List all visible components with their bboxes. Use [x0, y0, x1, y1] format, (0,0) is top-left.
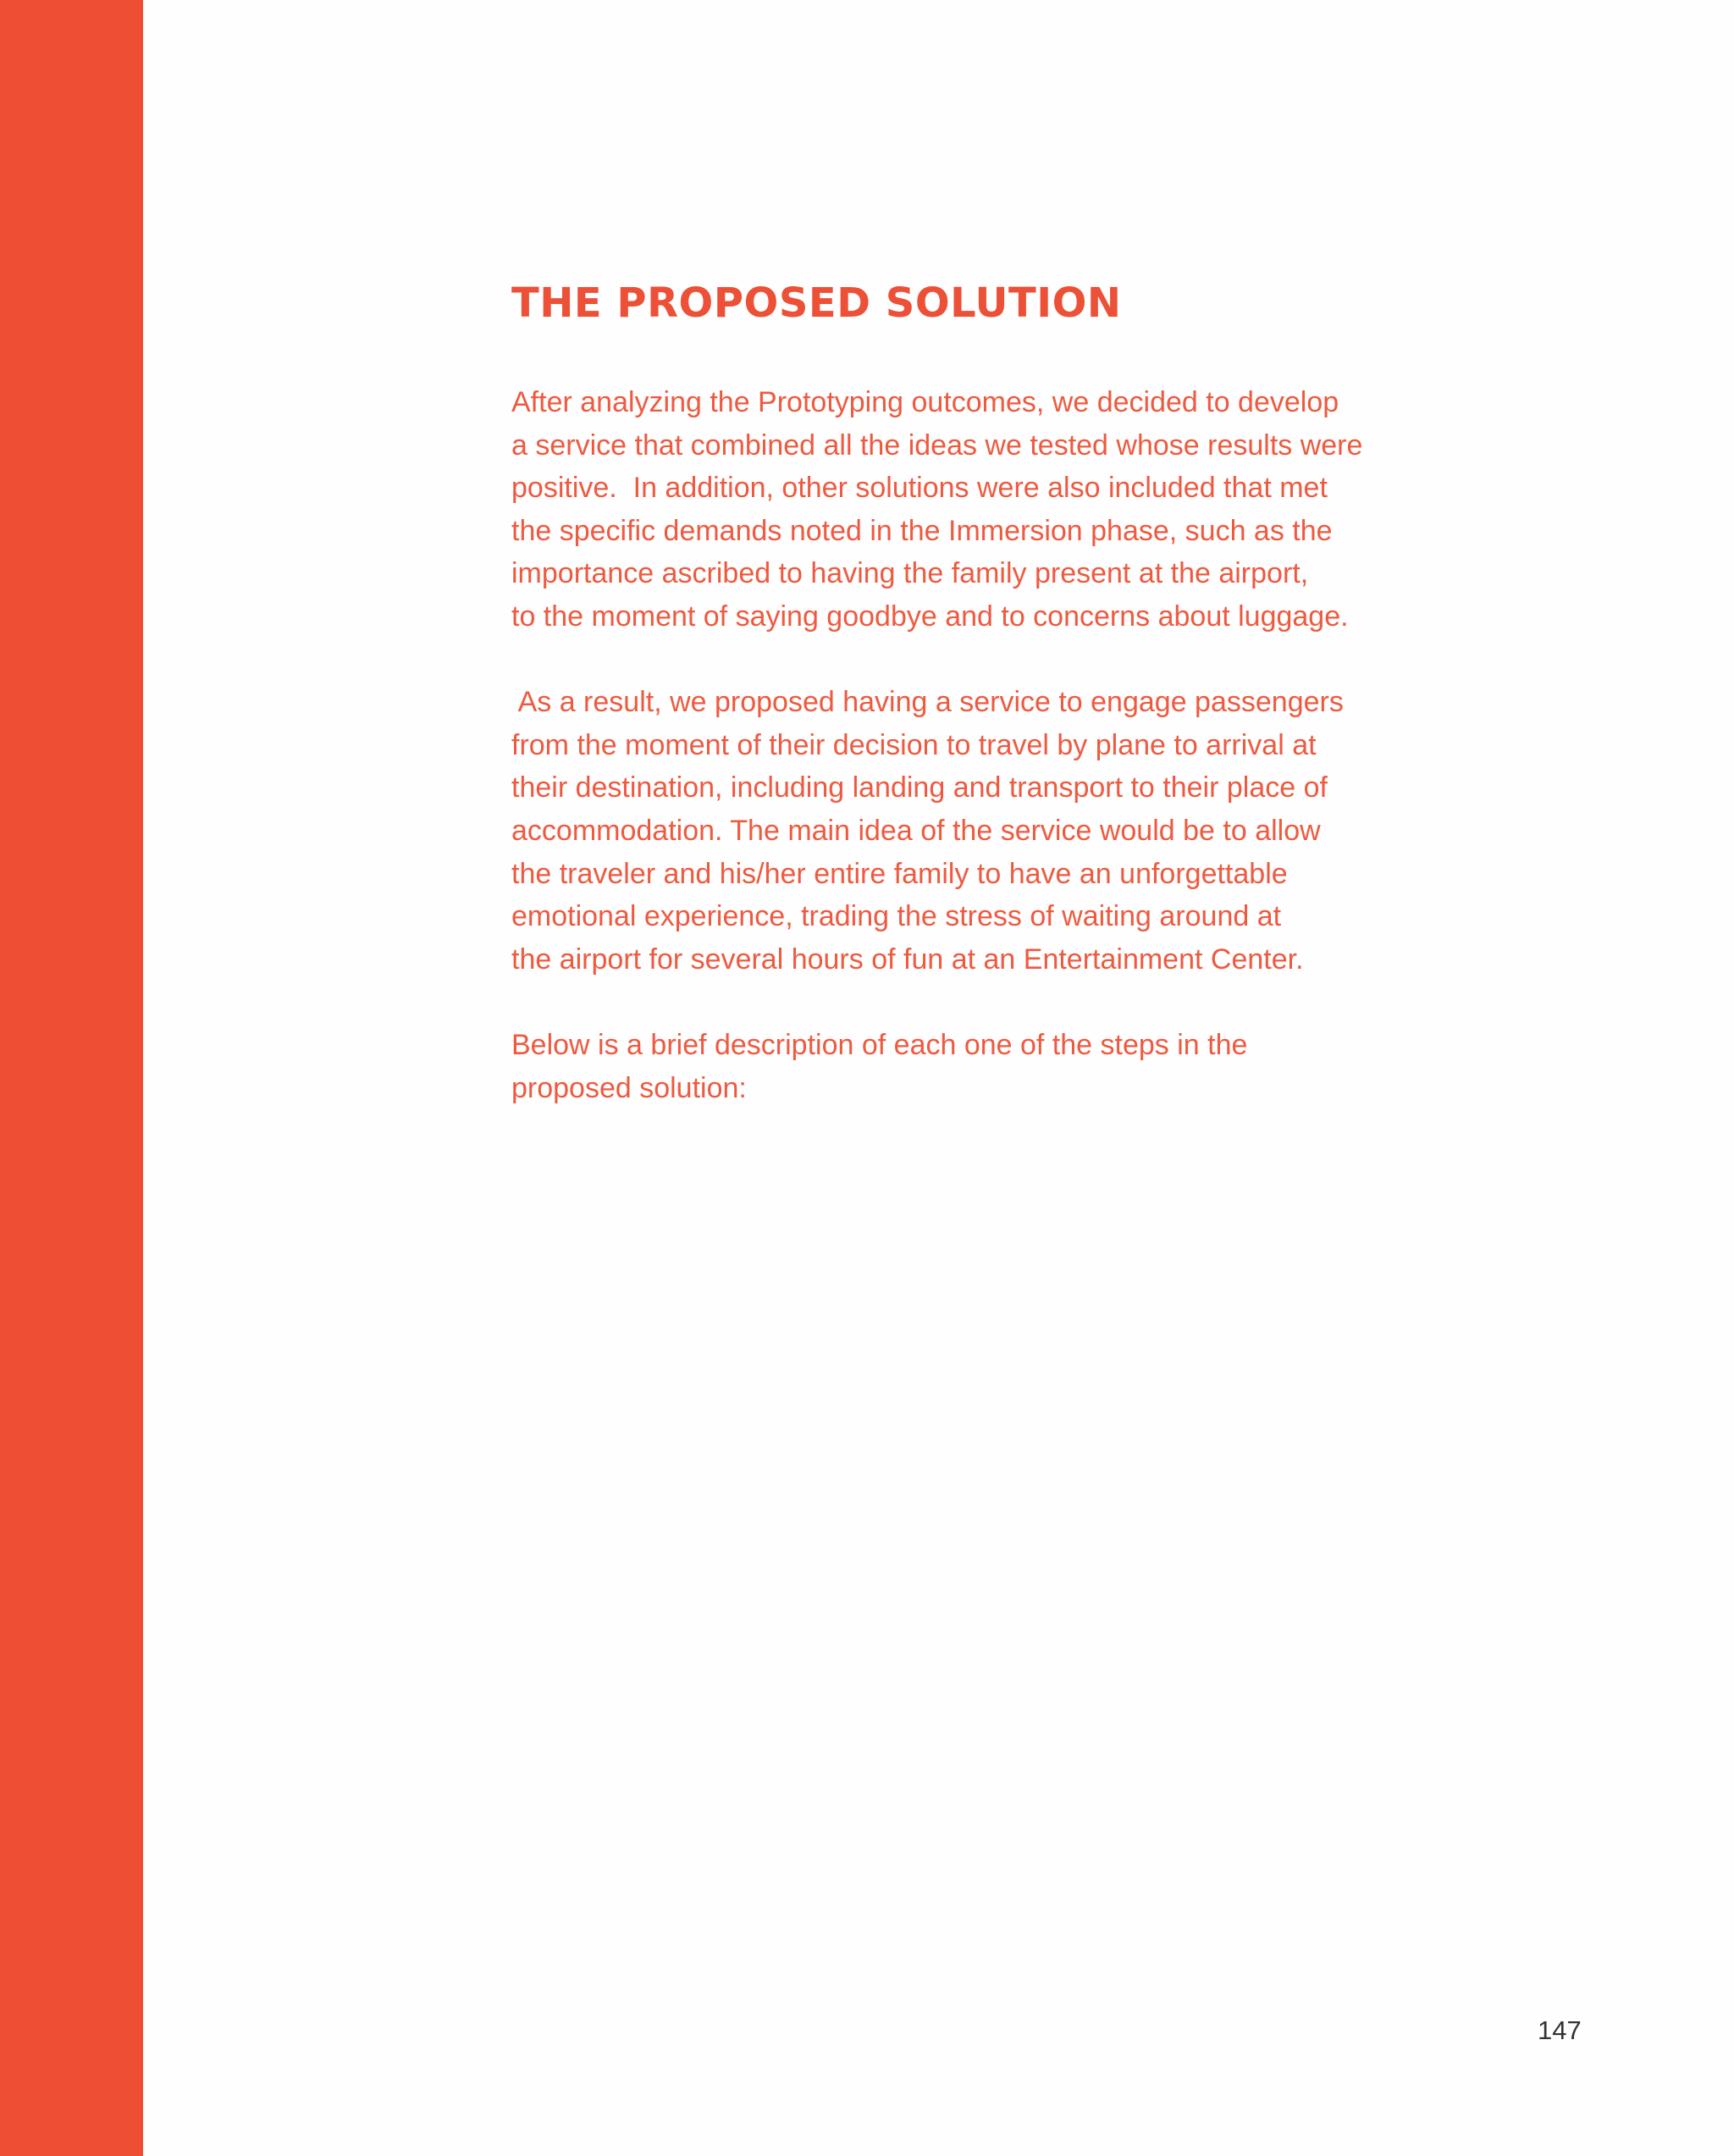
page-content: [511, 273, 1460, 1153]
paragraph-line: After analyzing the Prototyping outcomes, we decided to develop: [511, 386, 1339, 418]
paragraph-line: proposed solution:: [511, 1071, 747, 1104]
paragraph: [511, 1024, 1460, 1109]
paragraph-line: Below is a brief description of each one of the steps in the: [511, 1028, 1248, 1061]
paragraph-line: emotional experience, trading the stress of waiting around at: [511, 900, 1282, 933]
page-number: 147: [1538, 2015, 1582, 2045]
paragraph-line: their destination, including landing and transport to their place of: [511, 771, 1328, 804]
paragraph-line: the specific demands noted in the Immersion phase, such as the: [511, 514, 1333, 547]
paragraph-line: a service that combined all the ideas we tested whose results were: [511, 428, 1363, 462]
paragraph-line: the airport for several hours of fun at an Entertainment Center.: [511, 943, 1304, 976]
page-title: THE PROPOSED SOLUTION: [511, 279, 1122, 327]
paragraph-line: importance ascribed to having the family present at the airport,: [511, 557, 1309, 590]
paragraph-line: from the moment of their decision to travel by plane to arrival at: [511, 728, 1317, 761]
paragraph-line: positive. In addition, other solutions were also included that met: [511, 472, 1328, 505]
paragraph-line: to the moment of saying goodbye and to concerns about luggage.: [511, 600, 1349, 633]
paragraph: [511, 681, 1460, 981]
paragraph-line: accommodation. The main idea of the service would be to allow: [511, 814, 1321, 847]
paragraph: [511, 381, 1460, 639]
paragraph-line: the traveler and his/her entire family to have an unforgettable: [511, 857, 1288, 890]
paragraph-line: As a result, we proposed having a service to engage passengers: [511, 686, 1344, 719]
side-color-bar: [0, 0, 143, 2156]
